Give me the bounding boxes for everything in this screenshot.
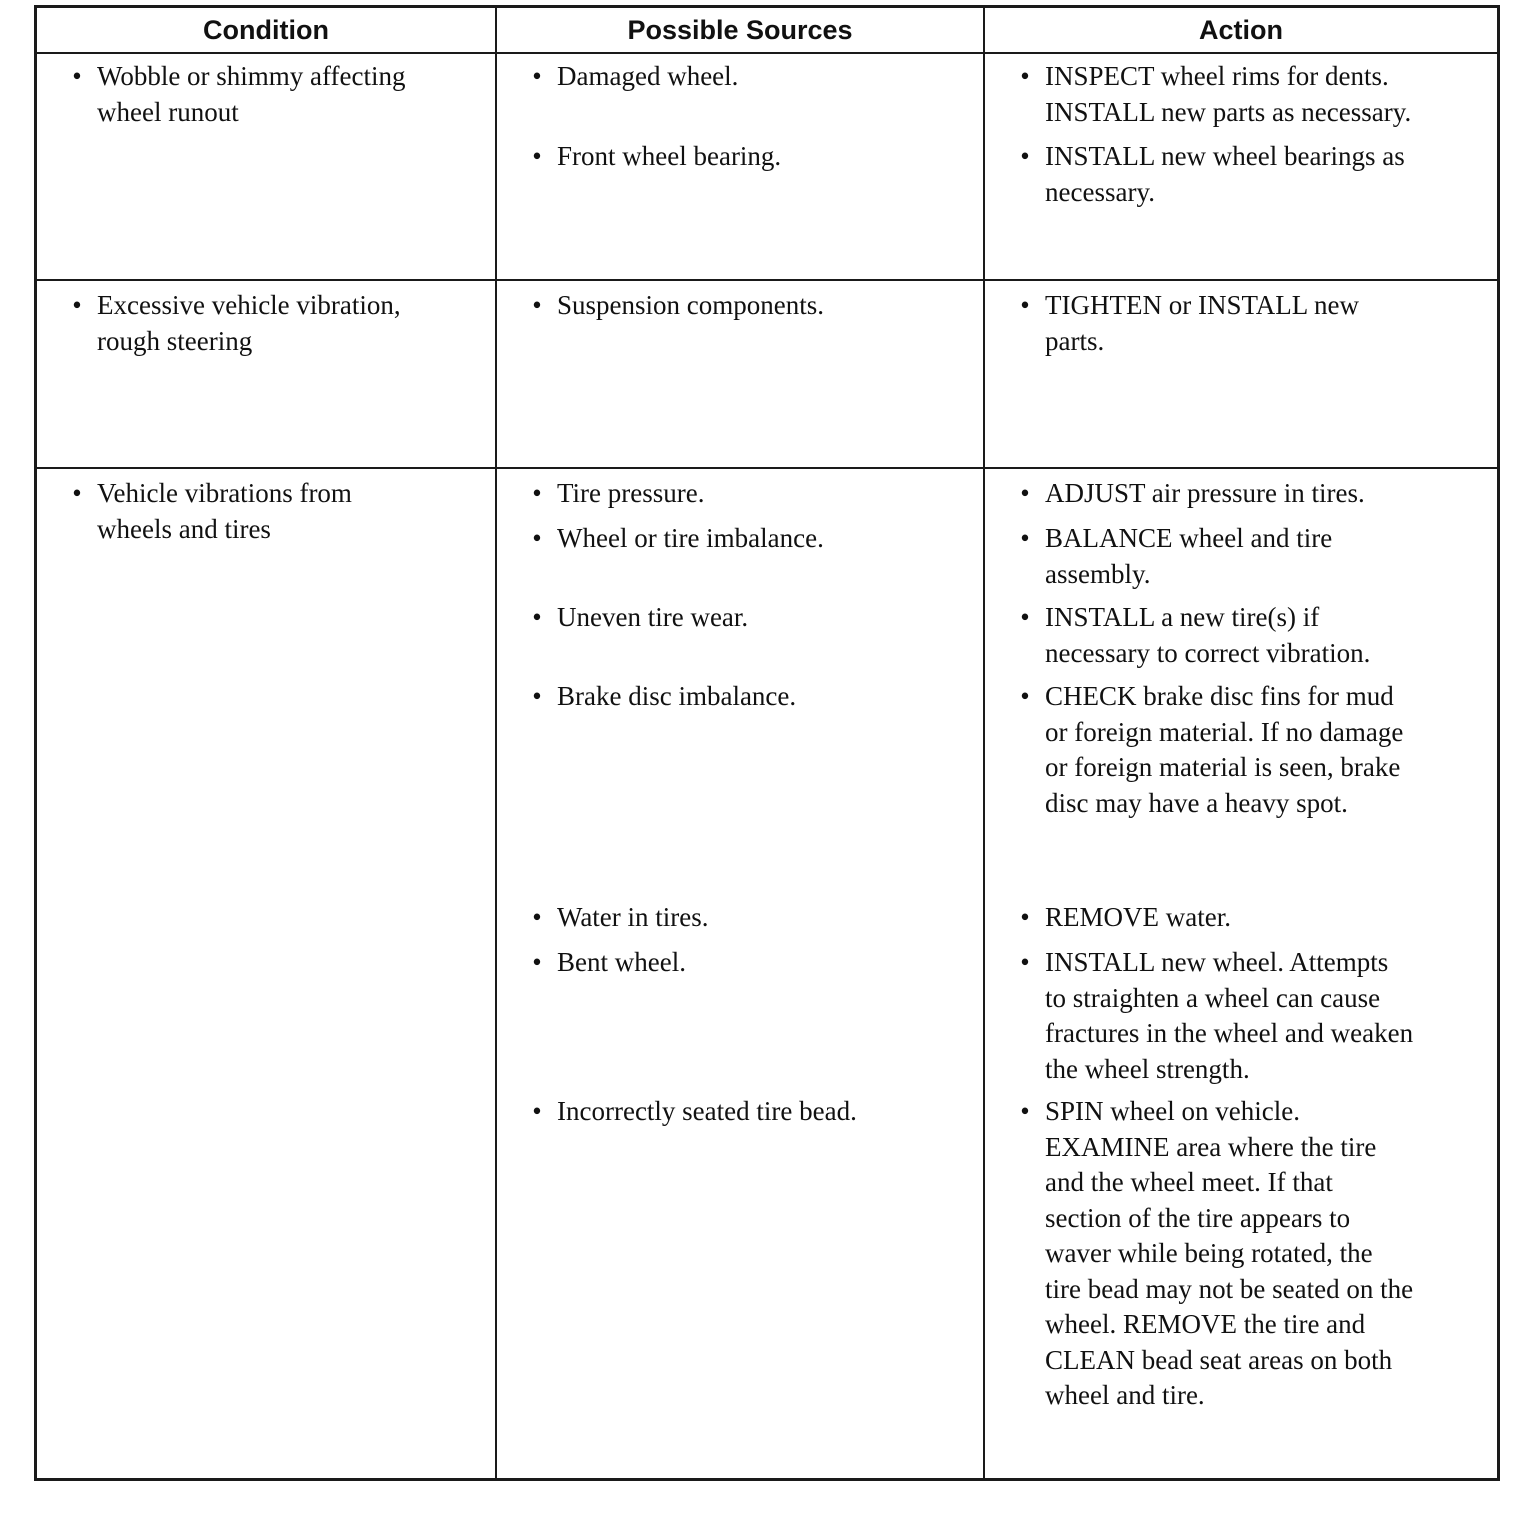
bullet-icon: • (532, 681, 542, 711)
bullet-icon: • (532, 902, 542, 932)
action-text: ADJUST air pressure in tires. (1045, 478, 1365, 508)
source-text: Incorrectly seated tire bead. (557, 1096, 857, 1126)
bullet-icon: • (72, 290, 82, 320)
bullet-icon: • (1020, 947, 1030, 977)
diagnosis-table (34, 5, 1500, 1481)
source-text: Damaged wheel. (557, 61, 739, 91)
bullet-icon: • (1020, 290, 1030, 320)
action-text: REMOVE water. (1045, 902, 1231, 932)
condition-text: Excessive vehicle vibration, rough steering (97, 290, 401, 356)
bullet-icon: • (1020, 602, 1030, 632)
row-divider (37, 467, 1497, 469)
header-condition: Condition (203, 14, 329, 45)
source-text: Front wheel bearing. (557, 141, 782, 171)
condition-text: Vehicle vibrations from wheels and tires (97, 478, 352, 544)
bullet-icon: • (1020, 1096, 1030, 1126)
condition-text: Wobble or shimmy affecting wheel runout (97, 61, 406, 127)
action-text: INSTALL new wheel. Attempts to straighten a wheel can cause fractures in the wheel and weaken the wheel strength. (1045, 947, 1414, 1084)
source-text: Bent wheel. (557, 947, 686, 977)
action-text: INSTALL a new tire(s) if necessary to correct vibration. (1045, 602, 1371, 668)
bullet-icon: • (1020, 478, 1030, 508)
bullet-icon: • (532, 61, 542, 91)
header-possible-sources: Possible Sources (627, 14, 853, 45)
bullet-icon: • (532, 1096, 542, 1126)
action-text: INSTALL new wheel bearings as necessary. (1045, 141, 1405, 207)
header-divider (37, 52, 1497, 54)
bullet-icon: • (1020, 902, 1030, 932)
bullet-icon: • (532, 290, 542, 320)
source-text: Brake disc imbalance. (557, 681, 797, 711)
bullet-icon: • (1020, 681, 1030, 711)
source-text: Uneven tire wear. (557, 602, 749, 632)
bullet-icon: • (532, 947, 542, 977)
action-text: INSPECT wheel rims for dents. INSTALL new parts as necessary. (1045, 61, 1412, 127)
bullet-icon: • (532, 523, 542, 553)
action-text: SPIN wheel on vehicle. EXAMINE area where the tire and the wheel meet. If that section of the tire appears to waver while being rotated, the tire bead may not be seated on the wheel. REMOVE the tire and CLEAN bead seat areas on both wheel and tire. (1045, 1096, 1414, 1410)
source-text: Wheel or tire imbalance. (557, 523, 824, 553)
bullet-icon: • (532, 478, 542, 508)
column-divider (983, 8, 985, 1478)
source-text: Water in tires. (557, 902, 709, 932)
row-divider (37, 279, 1497, 281)
action-text: BALANCE wheel and tire assembly. (1045, 523, 1333, 589)
source-text: Suspension components. (557, 290, 824, 320)
bullet-icon: • (532, 602, 542, 632)
bullet-icon: • (72, 478, 82, 508)
action-text: CHECK brake disc fins for mud or foreign material. If no damage or foreign material is seen, brake disc may have a heavy spot. (1045, 681, 1404, 818)
bullet-icon: • (1020, 523, 1030, 553)
bullet-icon: • (1020, 141, 1030, 171)
bullet-icon: • (1020, 61, 1030, 91)
header-action: Action (1199, 14, 1283, 45)
bullet-icon: • (532, 141, 542, 171)
source-text: Tire pressure. (557, 478, 705, 508)
action-text: TIGHTEN or INSTALL new parts. (1045, 290, 1360, 356)
bullet-icon: • (72, 61, 82, 91)
column-divider (495, 8, 497, 1478)
